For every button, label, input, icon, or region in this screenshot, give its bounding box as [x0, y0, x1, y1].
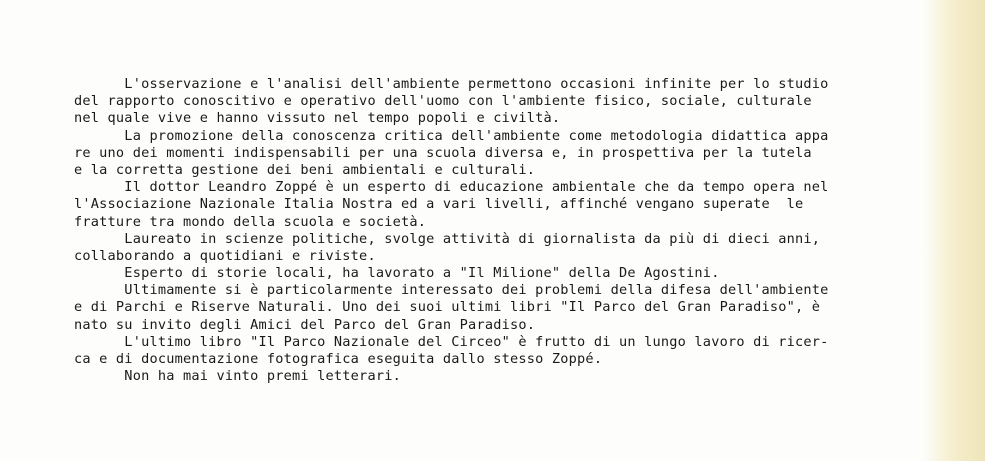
text-line: ca e di documentazione fotografica eseguita dallo stesso Zoppé. — [74, 351, 603, 367]
text-line: l'Associazione Nazionale Italia Nostra ed a vari livelli, affinché vengano superate le — [74, 196, 804, 213]
text-line: re uno dei momenti indispensabili per una scuola diversa e, in prospettiva per la tutela — [74, 144, 812, 161]
text-line: fratture tra mondo della scuola e società. — [74, 213, 427, 230]
text-line: La promozione della conoscenza critica dell'ambiente come metodologia didattica appa — [74, 127, 829, 144]
text-line: nel quale vive e hanno vissuto nel tempo popoli e civiltà. — [74, 110, 561, 127]
text-line: L'ultimo libro "Il Parco Nazionale del Circeo" è frutto di un lungo lavoro di ricer- — [74, 333, 829, 350]
biography-text — [74, 76, 934, 385]
text-line: Ultimamente si è particolarmente interessato dei problemi della difesa dell'ambiente — [74, 282, 829, 299]
text-line: del rapporto conoscitivo e operativo dell'uomo con l'ambiente fisico, sociale, culturale — [74, 93, 812, 110]
text-line: e la corretta gestione dei beni ambientali e culturali. — [74, 161, 536, 178]
text-line: Esperto di storie locali, ha lavorato a "Il Milione" della De Agostini. — [74, 265, 720, 282]
text-line: Il dottor Leandro Zoppé è un esperto di educazione ambientale che da tempo opera nel — [74, 179, 829, 196]
text-line: nato su invito degli Amici del Parco del Gran Paradiso. — [74, 316, 536, 333]
text-line: Laureato in scienze politiche, svolge attività di giornalista da più di dieci anni, — [74, 230, 821, 247]
text-line: collaborando a quotidiani e riviste. — [74, 247, 376, 264]
text-line: L'osservazione e l'analisi dell'ambiente permettono occasioni infinite per lo studio — [74, 76, 829, 92]
text-line: e di Parchi e Riserve Naturali. Uno dei suoi ultimi libri "Il Parco del Gran Paradiso", è — [74, 299, 821, 316]
text-line: Non ha mai vinto premi letterari. — [74, 368, 401, 385]
